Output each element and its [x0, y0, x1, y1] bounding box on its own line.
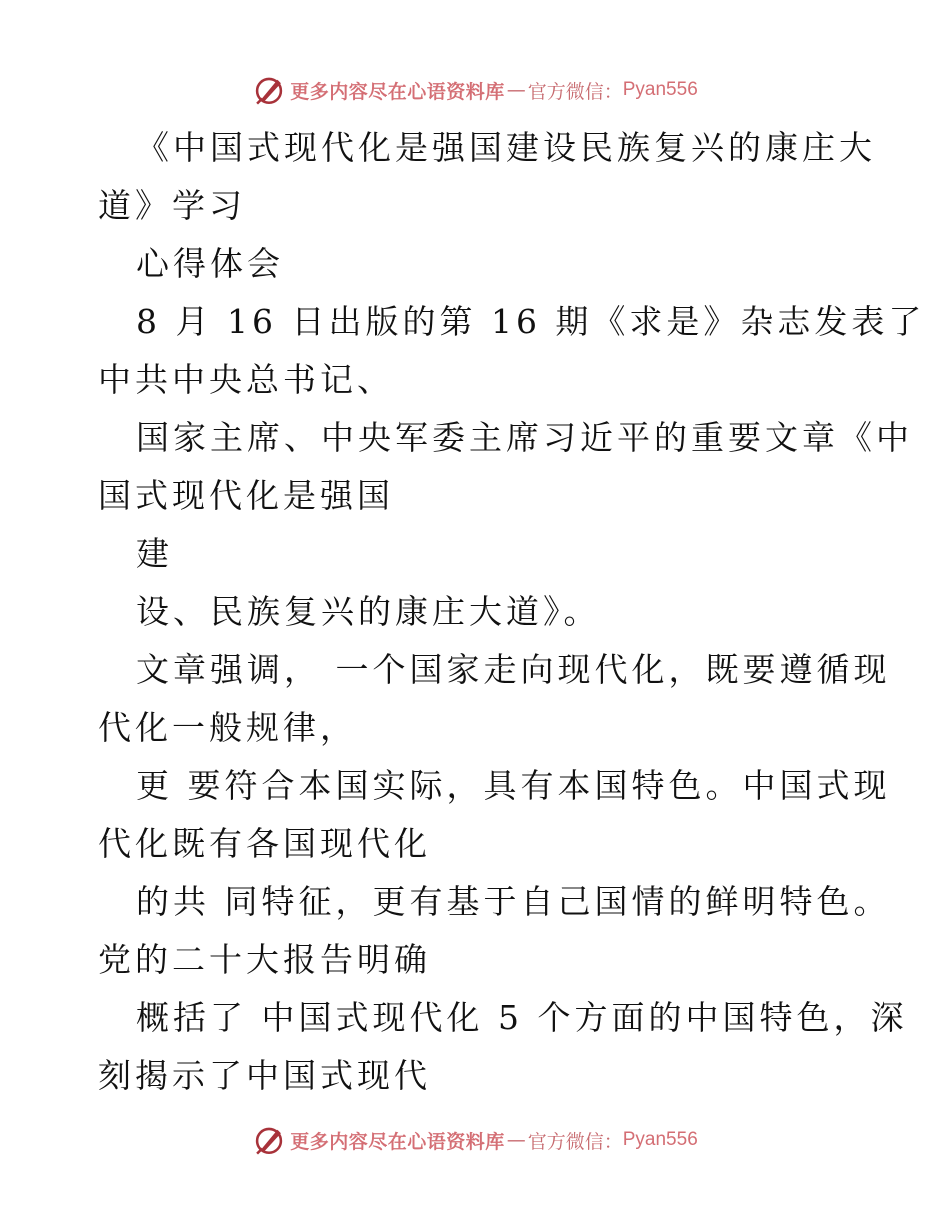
subtitle-line: 心得体会	[136, 244, 284, 283]
paragraph-line: 文章强调， 一个国家走向现代化，既要遵循现	[136, 650, 891, 689]
banner-promo-text: 更多内容尽在心语资料库	[290, 80, 505, 103]
paragraph-line: 中共中央总书记、	[98, 360, 394, 399]
banner-wechat-label: 官方微信：	[527, 80, 623, 103]
paragraph-line: 建	[136, 534, 173, 573]
footer-banner	[0, 1120, 950, 1160]
title-line-1: 《中国式现代化是强国建设民族复兴的康庄大	[136, 128, 876, 167]
banner-separator: —	[506, 1129, 526, 1151]
paragraph-line: 概括了 中国式现代化 5 个方面的中国特色，深	[136, 998, 908, 1037]
pen-nib-logo-icon	[252, 73, 286, 107]
paragraph-line: 刻揭示了中国式现代	[98, 1056, 431, 1095]
banner-separator: —	[506, 79, 526, 101]
paragraph-line: 代化一般规律，	[98, 708, 357, 747]
banner-promo-text: 更多内容尽在心语资料库	[290, 1130, 505, 1153]
header-banner	[0, 70, 950, 110]
paragraph-line: 国式现代化是强国	[98, 476, 394, 515]
pen-nib-logo-icon	[252, 1123, 286, 1157]
paragraph-line: 设、民族复兴的康庄大道》。	[136, 592, 601, 631]
paragraph-line: 国家主席、中央军委主席习近平的重要文章《中	[136, 418, 913, 457]
title-line-2: 道》学习	[98, 186, 246, 225]
banner-wechat-id: Pyan556	[622, 1129, 698, 1150]
paragraph-line: 更 要符合本国实际，具有本国特色。中国式现	[136, 766, 891, 805]
paragraph-line: 8 月 16 日出版的第 16 期《求是》杂志发表了	[136, 302, 926, 341]
banner-wechat-id: Pyan556	[622, 79, 698, 100]
banner-wechat-label: 官方微信：	[527, 1130, 623, 1153]
paragraph-line: 代化既有各国现代化	[98, 824, 431, 863]
paragraph-line: 的共 同特征，更有基于自己国情的鲜明特色。	[136, 882, 891, 921]
paragraph-line: 党的二十大报告明确	[98, 940, 431, 979]
